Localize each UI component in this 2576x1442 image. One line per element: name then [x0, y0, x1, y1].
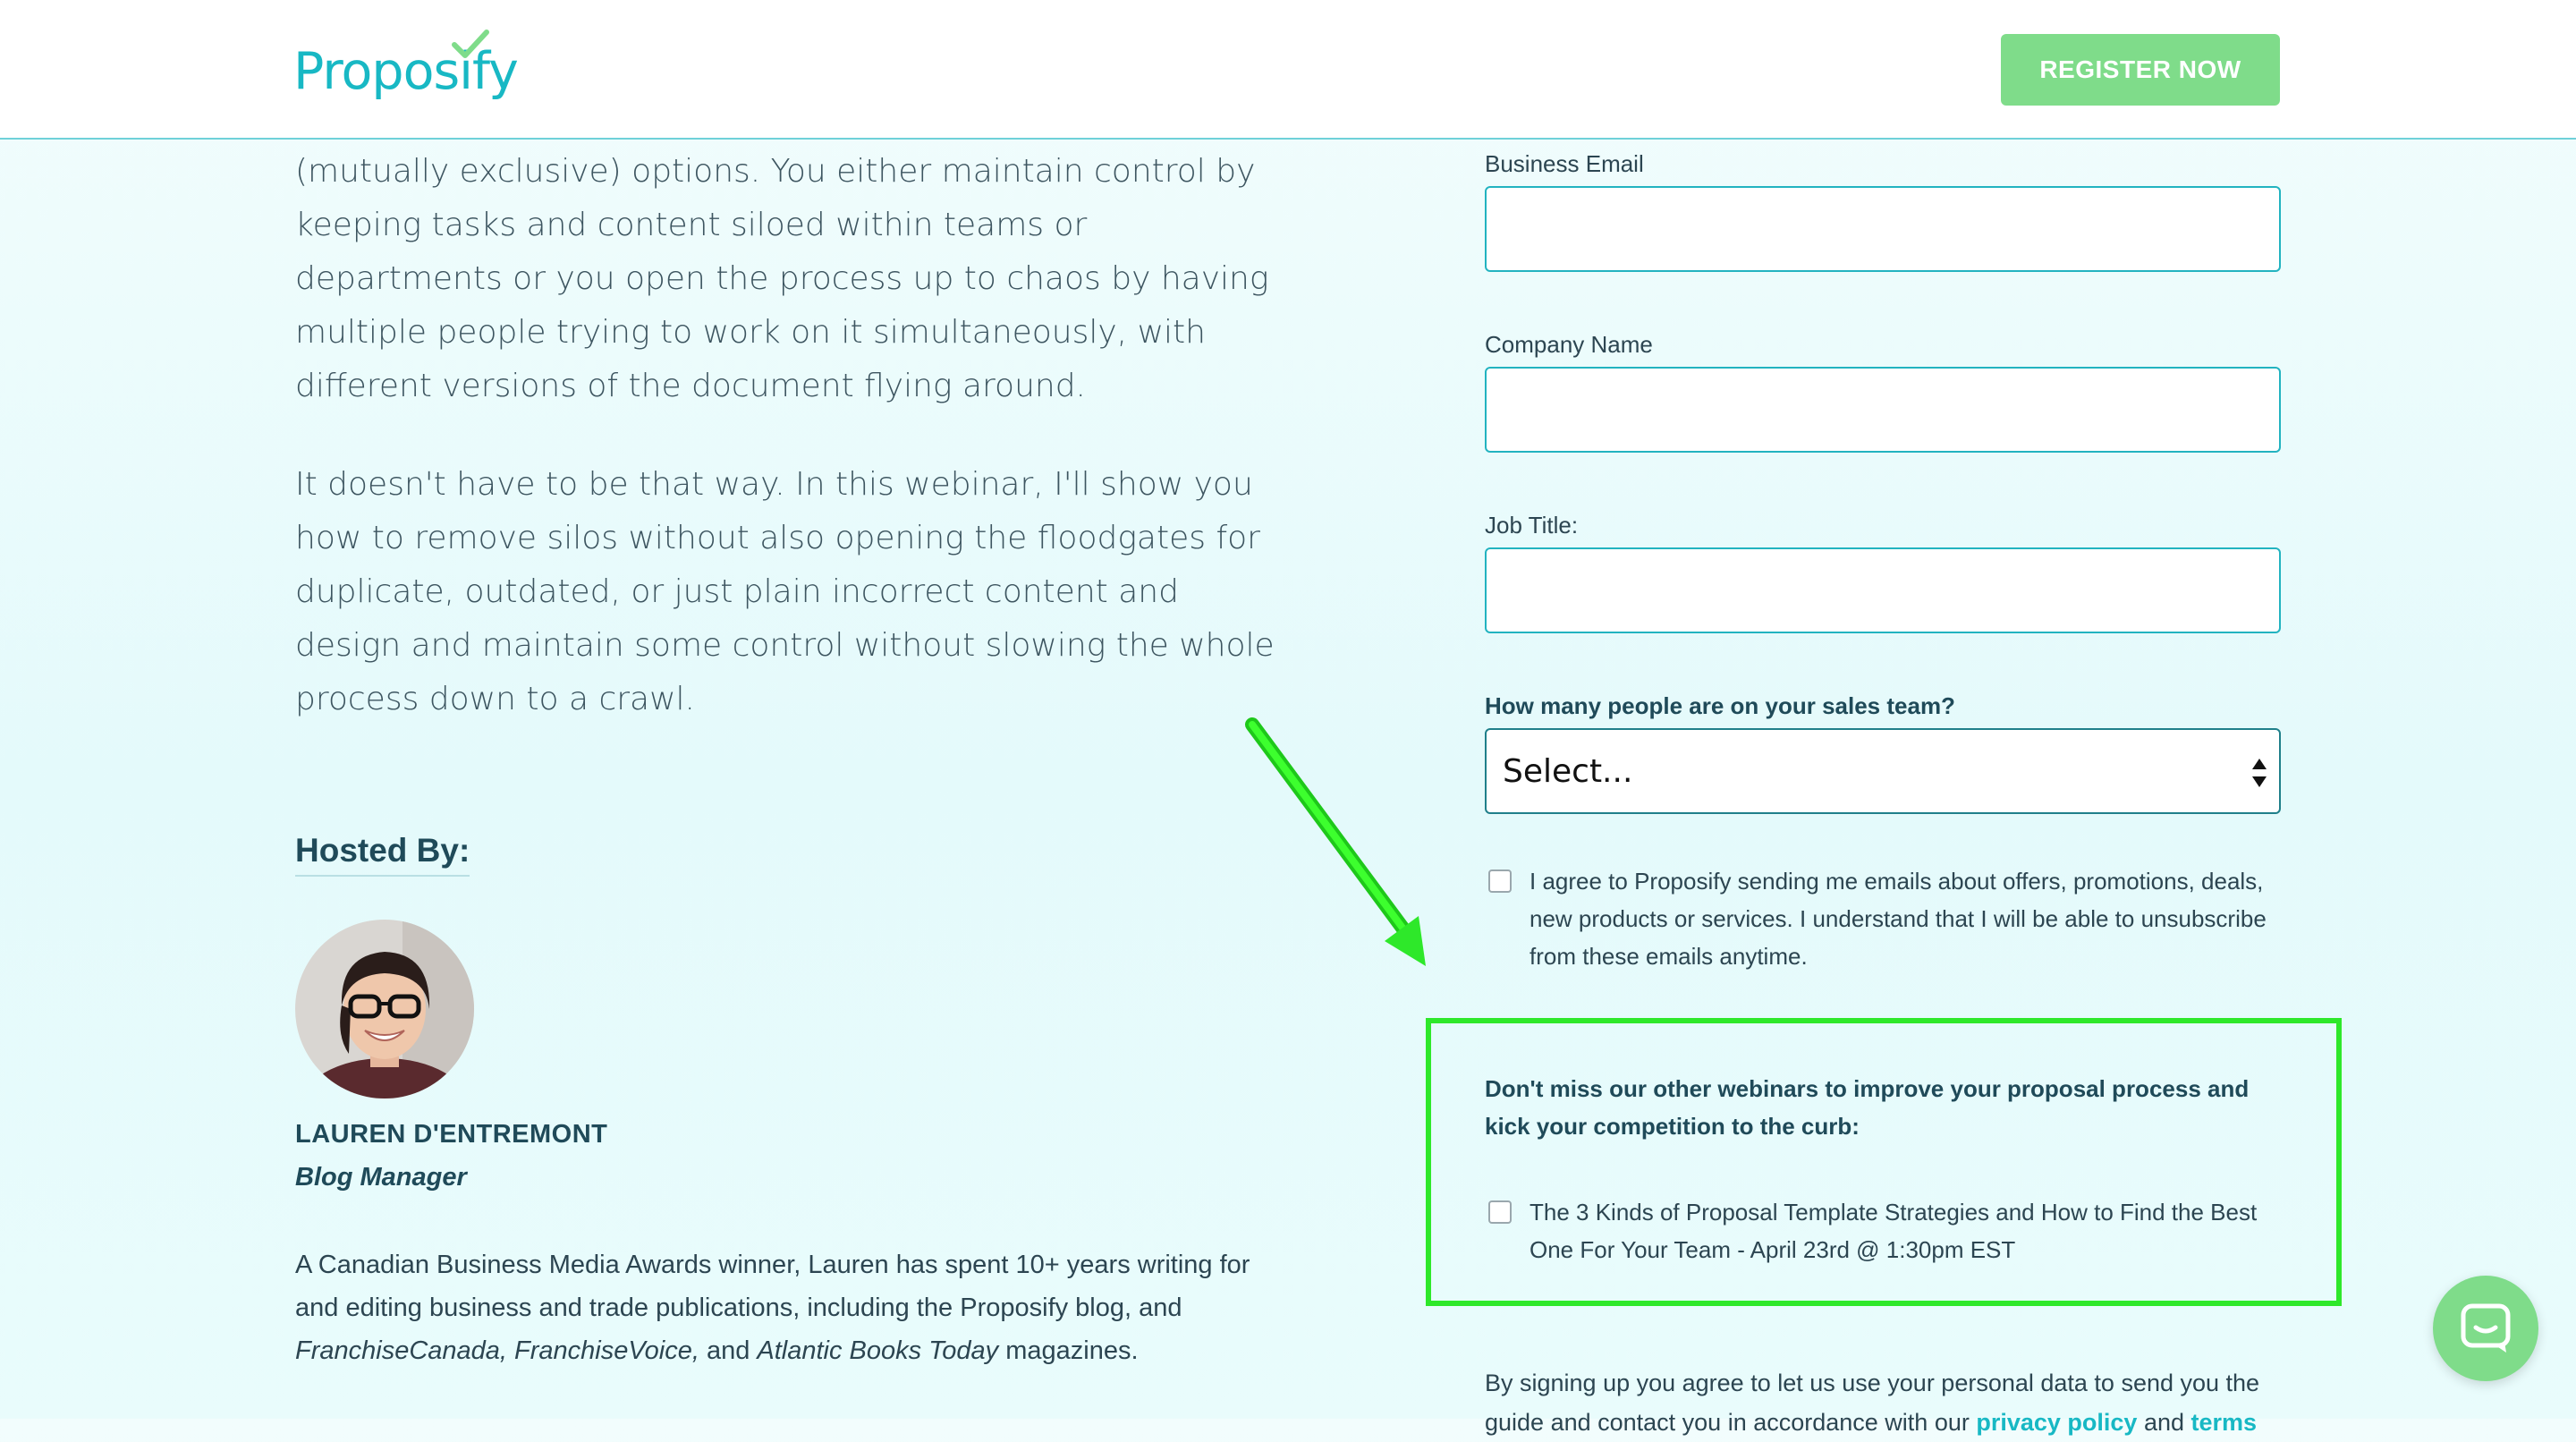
company-name-label: Company Name: [1485, 331, 1653, 358]
publication-names: FranchiseCanada, FranchiseVoice,: [295, 1336, 699, 1365]
site-header: [0, 0, 2576, 140]
sales-team-size-label: How many people are on your sales team?: [1485, 692, 1955, 719]
terms-link[interactable]: terms: [2190, 1409, 2258, 1436]
host-role: Blog Manager: [295, 1163, 467, 1192]
webinars-heading: Don't miss our other webinars to improve your proposal process and kick your competition to the curb:: [1485, 1075, 2250, 1140]
host-name: LAUREN D'ENTREMONT: [295, 1120, 608, 1149]
sales-team-size-select[interactable]: [1485, 728, 2281, 814]
email-consent-text: I agree to Proposify sending me emails about offers, promotions, deals, new products or services. I understand that I will be able to unsubscribe from these emails anytime.: [1530, 868, 2267, 970]
select-value: Select...: [1503, 752, 1633, 790]
job-title-label: Job Title:: [1485, 512, 1579, 539]
webinar-option-text: The 3 Kinds of Proposal Template Strategies and How to Find the Best One For Your Team - April 23rd @ 1:30pm EST: [1530, 1199, 2258, 1263]
register-now-button[interactable]: REGISTER NOW: [2001, 34, 2280, 106]
company-name-input[interactable]: [1485, 367, 2281, 453]
job-title-input[interactable]: [1485, 547, 2281, 633]
chat-bubble-icon: [2460, 1302, 2512, 1354]
logo-text: Proposify: [293, 42, 518, 101]
hosted-by-heading: Hosted By:: [295, 832, 470, 877]
intro-paragraph: (mutually exclusive) options. You either maintain control by keeping tasks and content siloed within teams or departments or you open the process up to chaos by having multiple people trying to work on it simultaneously, with different versions of the document flying around.: [295, 153, 1269, 404]
proposify-logo[interactable]: [293, 36, 518, 107]
privacy-policy-link[interactable]: privacy policy: [1976, 1409, 2138, 1436]
host-avatar: [295, 920, 474, 1098]
privacy-consent-text: By signing up you agree to let us use your personal data to send you the guide and contact you in accordance with our privacy policy and terms: [1485, 1370, 2260, 1436]
select-arrows-icon: [2250, 755, 2268, 791]
annotation-arrow: [1234, 707, 1449, 975]
webinar-description: It doesn't have to be that way. In this webinar, I'll show you how to remove silos without also opening the floodgates for duplicate, outdated, or just plain incorrect content and design and maintain some control without slowing the whole process down to a crawl.: [295, 466, 1275, 717]
chat-launcher-button[interactable]: [2433, 1276, 2538, 1381]
webinar-option-checkbox[interactable]: [1488, 1200, 1512, 1224]
publication-name: Atlantic Books Today: [757, 1336, 999, 1365]
checkmark-icon: [451, 29, 490, 61]
email-consent-checkbox[interactable]: [1488, 869, 1512, 893]
host-bio: A Canadian Business Media Awards winner, Lauren has spent 10+ years writing for and editing business and trade publications, including the Proposify blog, and FranchiseCanada, FranchiseVoice, and Atlantic Books Today magazines.: [295, 1251, 1250, 1365]
business-email-label: Business Email: [1485, 150, 1644, 177]
business-email-input[interactable]: [1485, 186, 2281, 272]
